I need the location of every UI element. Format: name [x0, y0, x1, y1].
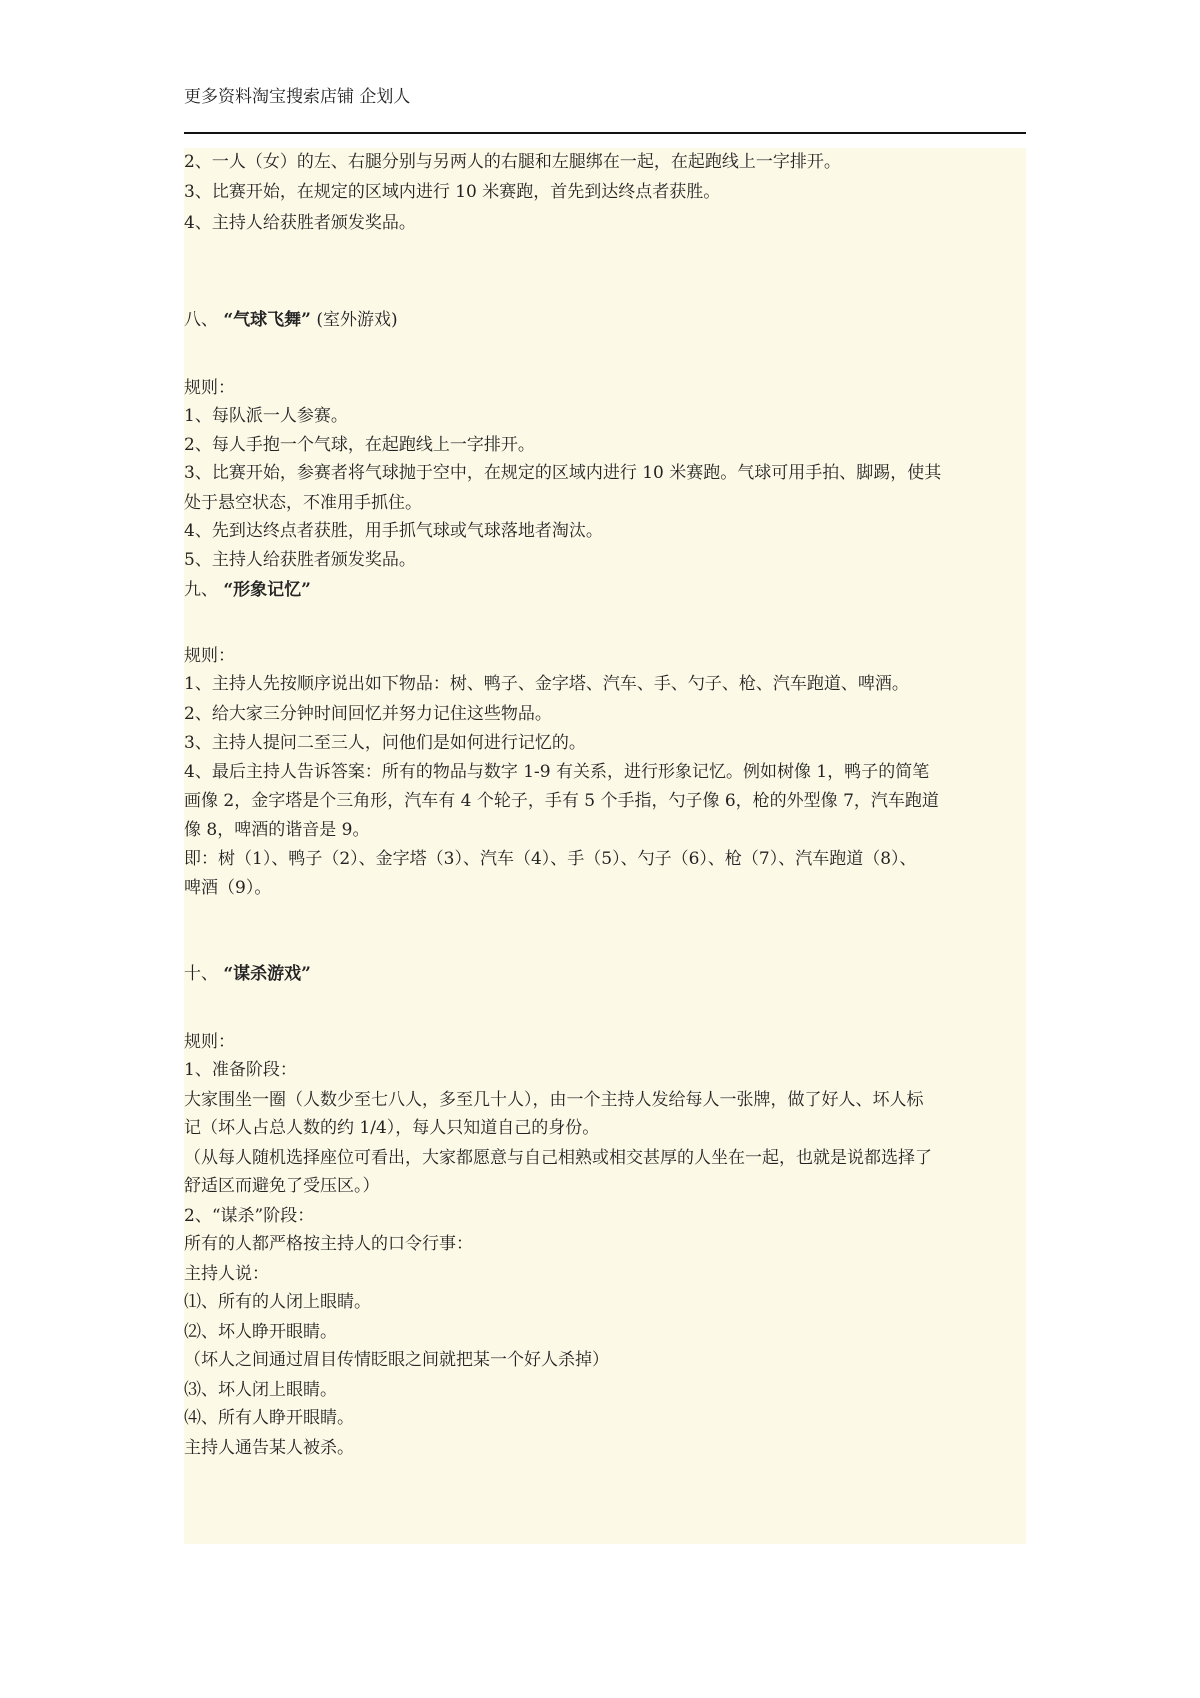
- section-8-title: “气球飞舞”: [223, 310, 311, 330]
- section-9-rule-2: 2、给大家三分钟时间回忆并努力记住这些物品。: [184, 704, 552, 724]
- section-9-summary-cont: 啤酒（9）。: [184, 878, 272, 898]
- section-10-line-13: ⑷、所有人睁开眼睛。: [184, 1408, 354, 1428]
- section-10-line-2: 大家围坐一圈（人数少至七八人，多至几十人），由一个主持人发给每人一张牌，做了好人、坏人标: [184, 1090, 924, 1110]
- section-8-rule-1: 1、每队派一人参赛。: [184, 406, 348, 426]
- section-9-rules-label: 规则：: [184, 646, 235, 666]
- section-9-rule-4-cont-2: 像 8，啤酒的谐音是 9。: [184, 820, 370, 840]
- section-10-line-4: （从每人随机选择座位可看出，大家都愿意与自己相熟或相交甚厚的人坐在一起，也就是说都选择了: [184, 1148, 932, 1168]
- section-10-line-1: 1、准备阶段：: [184, 1060, 297, 1080]
- section-9-rule-4-cont-1: 画像 2，金字塔是个三角形，汽车有 4 个轮子，手有 5 个手指，勺子像 6，枪的外型像 7，汽车跑道: [184, 791, 939, 811]
- content-panel: [184, 148, 1026, 1544]
- page-header: [184, 84, 1026, 134]
- section-10-number: 十、: [184, 964, 218, 984]
- section-8-note: (室外游戏): [316, 310, 398, 330]
- section-10-line-12: ⑶、坏人闭上眼睛。: [184, 1380, 337, 1400]
- section-10-heading: [184, 960, 1026, 988]
- section-10-line-11: （坏人之间通过眉目传情眨眼之间就把某一个好人杀掉）: [184, 1350, 609, 1370]
- section-10-line-9: ⑴、所有的人闭上眼睛。: [184, 1292, 371, 1312]
- section-9-heading: [184, 576, 1026, 604]
- section-10-line-6: 2、“谋杀”阶段：: [184, 1206, 315, 1226]
- section-8-number: 八、: [184, 310, 218, 330]
- section-10-line-7: 所有的人都严格按主持人的口令行事：: [184, 1234, 473, 1254]
- section-8-rule-3: 3、比赛开始，参赛者将气球抛于空中，在规定的区域内进行 10 米赛跑。气球可用手拍、脚踢，使其: [184, 463, 942, 483]
- header-divider: [184, 132, 1026, 134]
- section-9-rule-3: 3、主持人提问二至三人，问他们是如何进行记忆的。: [184, 733, 586, 753]
- section-8-rule-4: 4、先到达终点者获胜，用手抓气球或气球落地者淘汰。: [184, 521, 603, 541]
- section-10-line-14: 主持人通告某人被杀。: [184, 1438, 354, 1458]
- section-7-rule-4: 4、主持人给获胜者颁发奖品。: [184, 213, 416, 233]
- section-10-rules-label: 规则：: [184, 1032, 235, 1052]
- section-10-line-10: ⑵、坏人睁开眼睛。: [184, 1322, 337, 1342]
- header-text: 更多资料淘宝搜索店铺 企划人: [184, 87, 411, 107]
- section-10-title: “谋杀游戏”: [223, 964, 311, 984]
- section-8-rule-2: 2、每人手抱一个气球，在起跑线上一字排开。: [184, 435, 535, 455]
- section-7-rule-3: 3、比赛开始，在规定的区域内进行 10 米赛跑，首先到达终点者获胜。: [184, 182, 721, 202]
- section-8-rules-label: 规则：: [184, 378, 235, 398]
- section-10-line-3: 记（坏人占总人数的约 1/4），每人只知道自己的身份。: [184, 1118, 600, 1138]
- section-9-number: 九、: [184, 580, 218, 600]
- section-10-line-8: 主持人说：: [184, 1264, 269, 1284]
- section-9-title: “形象记忆”: [223, 580, 311, 600]
- section-9-rule-4: 4、最后主持人告诉答案：所有的物品与数字 1-9 有关系，进行形象记忆。例如树像 1，鸭子的简笔: [184, 762, 930, 782]
- section-9-summary: 即：树（1）、鸭子（2）、金字塔（3）、汽车（4）、手（5）、勺子（6）、枪（7）、汽车跑道（8）、: [184, 849, 917, 869]
- section-8-heading: [184, 306, 1026, 334]
- section-8-rule-5: 5、主持人给获胜者颁发奖品。: [184, 550, 416, 570]
- section-8-rule-3-cont: 处于悬空状态，不准用手抓住。: [184, 493, 422, 513]
- section-10-line-5: 舒适区而避免了受压区。）: [184, 1176, 380, 1196]
- section-7-rule-2: 2、一人（女）的左、右腿分别与另两人的右腿和左腿绑在一起，在起跑线上一字排开。: [184, 152, 841, 172]
- section-9-rule-1: 1、主持人先按顺序说出如下物品：树、鸭子、金字塔、汽车、手、勺子、枪、汽车跑道、啤酒。: [184, 674, 909, 694]
